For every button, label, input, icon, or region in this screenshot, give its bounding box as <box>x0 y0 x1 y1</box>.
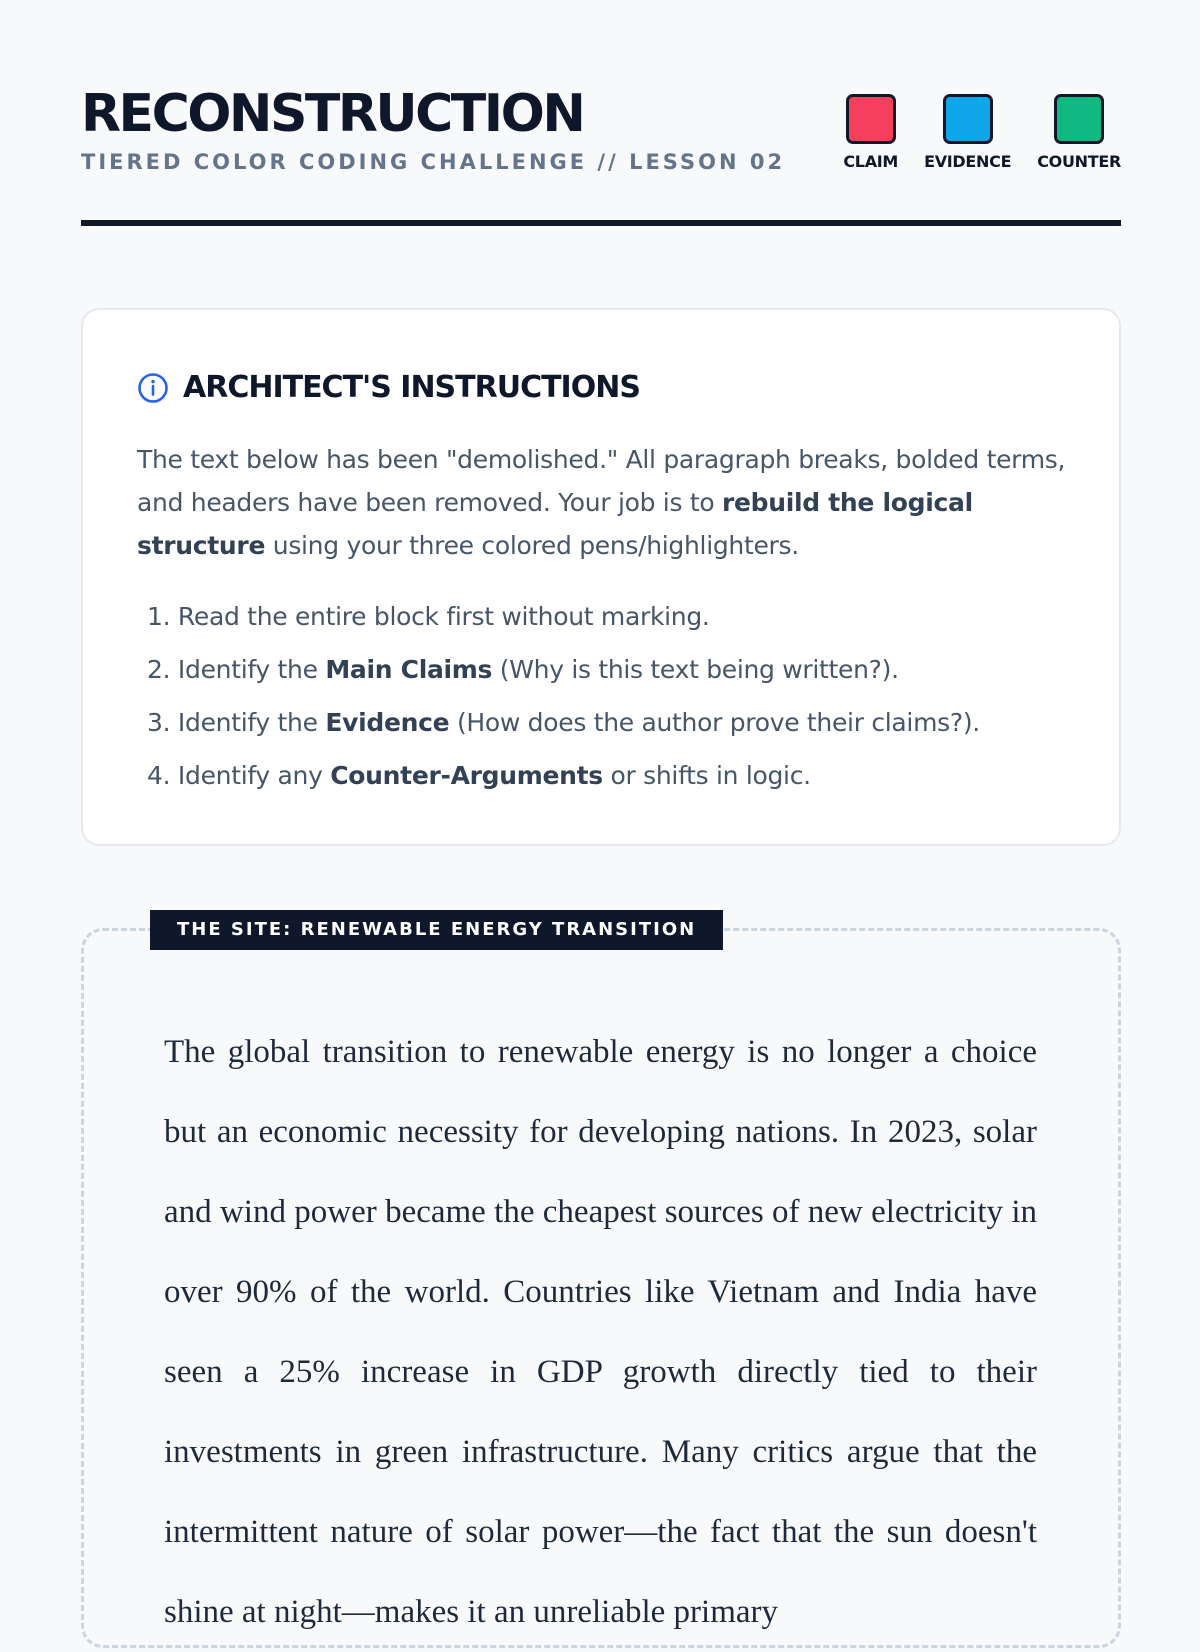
instructions-body-text: The text below has been "demolished." All paragraph breaks, bolded terms, and headers have been removed. Your job is to <box>137 445 1066 517</box>
step-number: 1. <box>147 602 171 631</box>
step-text: Identify the <box>177 655 326 684</box>
header <box>81 80 1121 230</box>
counter-swatch <box>1054 94 1104 144</box>
instructions-steps <box>137 590 1077 802</box>
step-bold: Main Claims <box>325 655 493 684</box>
header-divider <box>81 220 1121 226</box>
step-text-end: (How does the author prove their claims?). <box>449 708 980 737</box>
step-number: 3. <box>147 708 171 737</box>
page-title: RECONSTRUCTION <box>81 84 584 144</box>
step-text: Identify any <box>177 761 331 790</box>
site-tag: THE SITE: RENEWABLE ENERGY TRANSITION <box>150 910 723 950</box>
step-bold: Evidence <box>325 708 450 737</box>
step-text-end: or shifts in logic. <box>602 761 811 790</box>
step-number: 4. <box>147 761 171 790</box>
instructions-heading: ARCHITECT'S INSTRUCTIONS <box>183 370 640 405</box>
page-subtitle: TIERED COLOR CODING CHALLENGE // LESSON 02 <box>81 150 786 174</box>
legend-evidence-label: EVIDENCE <box>924 152 1012 171</box>
step-item <box>137 643 1077 696</box>
legend-counter <box>1037 94 1121 171</box>
step-item <box>137 590 1077 643</box>
site-passage[interactable]: The global transition to renewable energy is no longer a choice but an economic necessity for developing nations. In 2023, solar and wind power became the cheapest sources of new electricity in over 90% of the world. Countries like Vietnam and India have seen a 25% increase in GDP growth directly tied to their investments in green infrastructure. Many critics argue that the intermittent nature of solar power—the fact that the sun doesn't shine at night—makes it an unreliable primary <box>164 1034 1037 1630</box>
step-text: Identify the <box>177 708 326 737</box>
step-text-end: (Why is this text being written?). <box>492 655 899 684</box>
instructions-title <box>137 370 640 405</box>
step-item <box>137 749 1077 802</box>
step-text: Read the entire block first without marking. <box>177 602 710 631</box>
info-icon <box>137 372 169 404</box>
instructions-body-bold: rebuild the logical structure <box>137 488 973 560</box>
instructions-body <box>137 438 1067 567</box>
step-item <box>137 696 1077 749</box>
color-legend <box>817 94 1121 171</box>
legend-evidence <box>924 94 1011 171</box>
evidence-swatch <box>943 94 993 144</box>
legend-claim-label: CLAIM <box>843 152 899 171</box>
legend-counter-label: COUNTER <box>1037 152 1121 171</box>
legend-claim <box>843 94 898 171</box>
instructions-body-text-end: using your three colored pens/highlighters. <box>265 531 799 560</box>
step-number: 2. <box>147 655 171 684</box>
instructions-card <box>81 308 1121 846</box>
step-bold: Counter-Arguments <box>330 761 603 790</box>
claim-swatch <box>846 94 896 144</box>
